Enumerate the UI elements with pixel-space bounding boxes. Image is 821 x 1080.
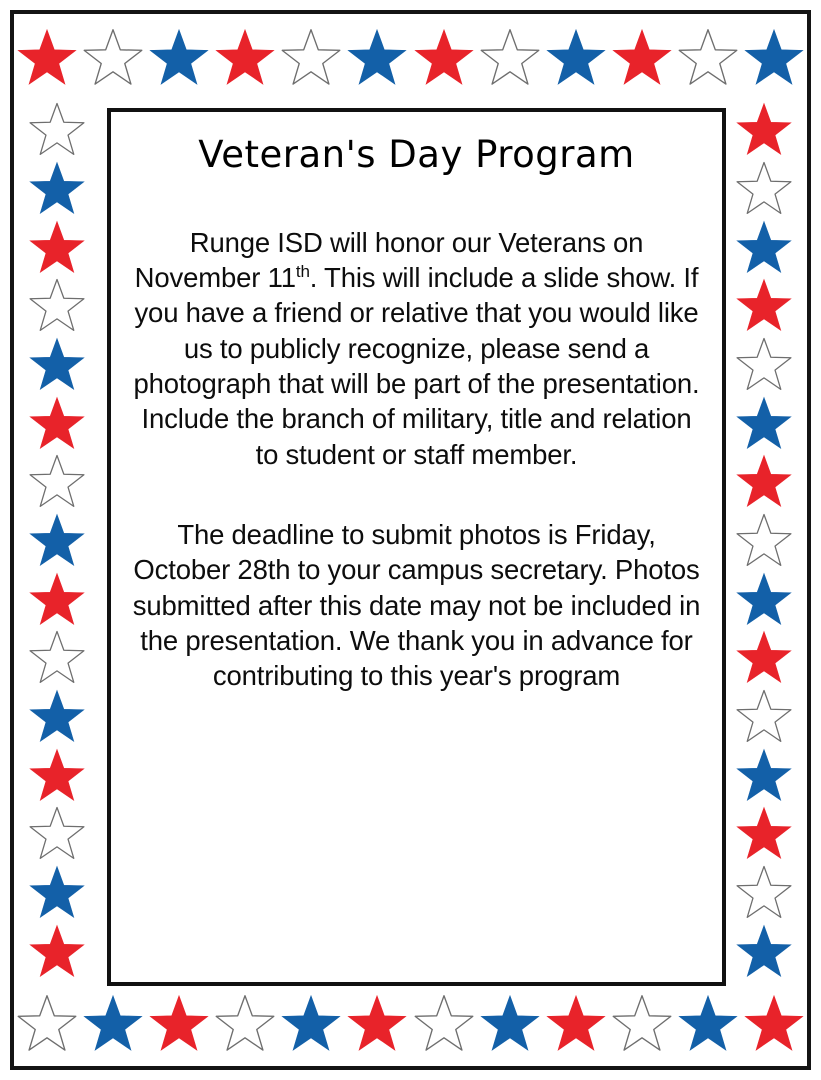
star-icon-red [735,277,793,333]
star-icon-blue [479,993,541,1053]
star-icon-blue [82,993,144,1053]
star-icon-white [280,27,342,87]
star-icon-white [735,336,793,392]
star-icon-blue [545,27,607,87]
star-icon-white [479,27,541,87]
star-icon-blue [280,993,342,1053]
star-row-top [14,14,807,100]
flyer-outer-frame [10,10,811,1070]
star-icon-red [735,453,793,509]
page-title: Veteran's Day Program [198,133,635,176]
star-icon-blue [743,27,805,87]
star-icon-blue [735,571,793,627]
star-column-left [14,100,100,980]
star-icon-white [413,993,475,1053]
paragraph-1-text-after: . This will include a slide show. If you have a friend or relative that you would like us to publicly recognize, please send a photograph that will be part of the presentation. Include the branch of military, title and relation to student or staff member. [133,261,700,470]
star-icon-red [346,993,408,1053]
star-icon-white [28,453,86,509]
star-icon-white [677,27,739,87]
star-icon-blue [735,923,793,979]
star-icon-blue [346,27,408,87]
star-icon-blue [28,160,86,216]
star-border-right [721,100,807,980]
star-border-bottom [14,980,807,1066]
announcement-paragraph-1 [127,225,706,472]
star-icon-red [413,27,475,87]
star-icon-red [735,101,793,157]
star-icon-red [148,993,210,1053]
star-icon-red [735,629,793,685]
star-icon-white [16,993,78,1053]
star-icon-red [16,27,78,87]
star-column-right [721,100,807,980]
star-icon-white [28,629,86,685]
star-icon-red [28,219,86,275]
star-icon-blue [28,336,86,392]
star-icon-blue [28,864,86,920]
announcement-content [111,112,722,693]
star-icon-white [28,277,86,333]
star-icon-red [611,27,673,87]
star-icon-white [735,160,793,216]
star-icon-red [545,993,607,1053]
star-icon-white [735,512,793,568]
star-icon-red [28,747,86,803]
announcement-paragraph-2: The deadline to submit photos is Friday, October 28th to your campus secretary. Photos submitted after this date may not be included in the presentation. We thank you in advance for contributing to this year's program [132,518,701,692]
star-icon-red [28,395,86,451]
paragraph-1-text-before: Runge ISD will honor our Veterans on November 11 [134,226,644,293]
star-border-left [14,100,100,980]
star-row-bottom [14,980,807,1066]
announcement-text-box [107,108,726,986]
star-icon-blue [28,512,86,568]
star-icon-white [735,864,793,920]
star-icon-white [28,101,86,157]
star-icon-blue [735,219,793,275]
star-icon-red [28,571,86,627]
star-icon-blue [28,688,86,744]
star-icon-white [611,993,673,1053]
star-icon-white [735,688,793,744]
star-icon-red [214,27,276,87]
star-icon-white [28,805,86,861]
star-icon-blue [677,993,739,1053]
star-icon-white [82,27,144,87]
star-icon-blue [735,395,793,451]
star-icon-white [214,993,276,1053]
star-icon-blue [735,747,793,803]
star-icon-red [743,993,805,1053]
star-border-top [14,14,807,100]
star-icon-blue [148,27,210,87]
star-icon-red [735,805,793,861]
star-icon-red [28,923,86,979]
ordinal-superscript: th [295,261,310,281]
